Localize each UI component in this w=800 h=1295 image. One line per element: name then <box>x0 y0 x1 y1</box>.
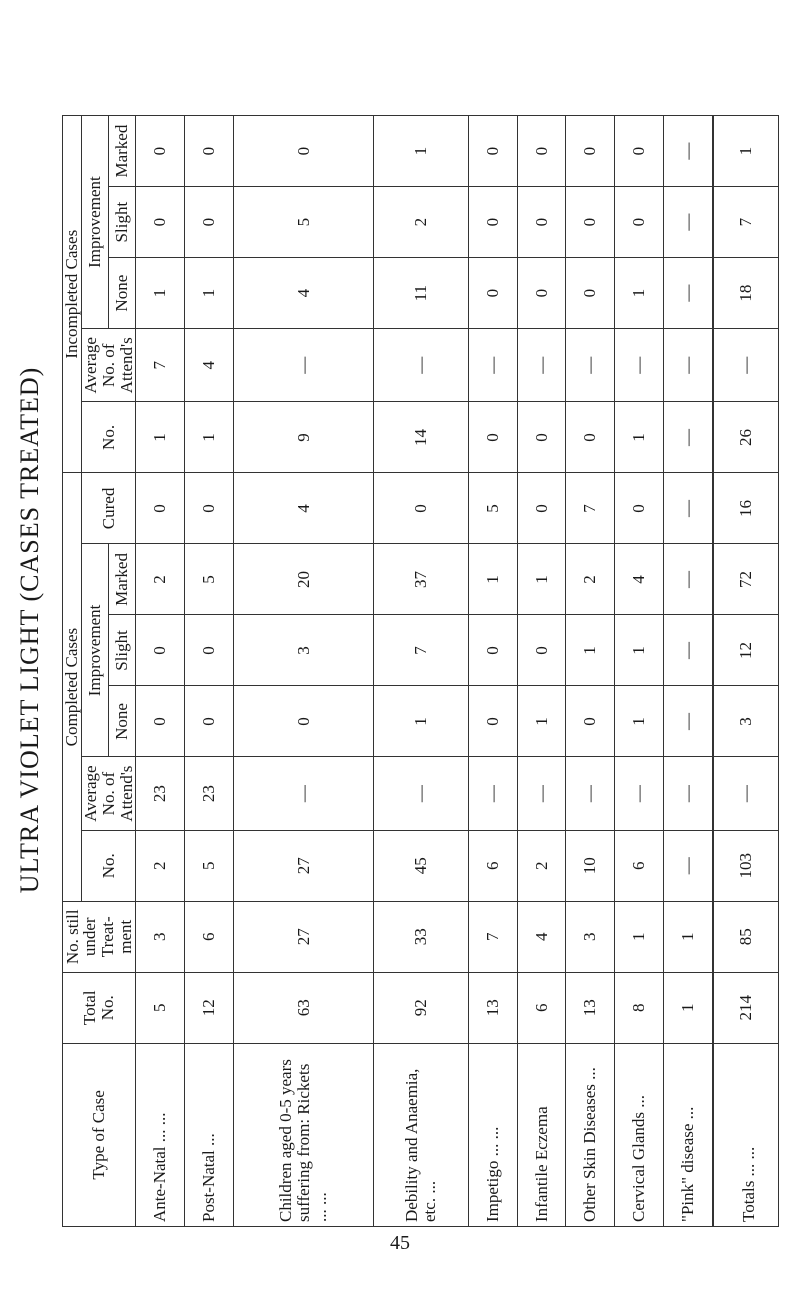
cell-c-slight: 0 <box>185 615 234 686</box>
cell-i-marked: 0 <box>233 116 374 187</box>
cell-still: 85 <box>713 901 778 972</box>
cell-c-none: 1 <box>517 686 566 757</box>
header-completed-cured: Cured <box>81 473 136 544</box>
cell-c-avg: — <box>713 757 778 830</box>
header-incomplete-none: None <box>109 258 136 329</box>
cell-c-marked: 20 <box>233 544 374 615</box>
cell-c-slight: 3 <box>233 615 374 686</box>
table-row <box>233 116 374 1227</box>
cell-i-avg: — <box>469 329 518 402</box>
cell-i-none: 0 <box>517 258 566 329</box>
cell-i-slight: 0 <box>469 187 518 258</box>
cell-i-marked: 0 <box>136 116 185 187</box>
cell-still: 1 <box>663 901 713 972</box>
cell-total: 13 <box>469 972 518 1043</box>
header-incomplete-avg: Average No. of Attend's <box>81 329 136 402</box>
cell-i-avg: 7 <box>136 329 185 402</box>
row-type: Ante-Natal ... ... <box>136 1043 185 1226</box>
cell-i-slight: — <box>663 187 713 258</box>
cell-c-marked: 2 <box>136 544 185 615</box>
cell-i-no: 9 <box>233 402 374 473</box>
cell-total: 1 <box>663 972 713 1043</box>
cell-c-no: 45 <box>374 830 469 901</box>
cell-c-avg: — <box>374 757 469 830</box>
cell-total: 92 <box>374 972 469 1043</box>
cell-c-no: 27 <box>233 830 374 901</box>
totals-row <box>713 116 778 1227</box>
cell-c-avg: — <box>566 757 615 830</box>
cell-still: 6 <box>185 901 234 972</box>
cell-c-slight: 7 <box>374 615 469 686</box>
cell-c-avg: — <box>233 757 374 830</box>
cell-i-marked: 1 <box>713 116 778 187</box>
header-type-of-case: Type of Case <box>63 1043 136 1226</box>
cell-c-marked: 1 <box>469 544 518 615</box>
cell-c-slight: 12 <box>713 615 778 686</box>
cell-still: 3 <box>566 901 615 972</box>
header-completed-marked: Marked <box>109 544 136 615</box>
cell-i-marked: 0 <box>517 116 566 187</box>
cell-i-avg: — <box>614 329 663 402</box>
cell-i-slight: 0 <box>614 187 663 258</box>
cases-table <box>62 115 779 1227</box>
cell-c-avg: — <box>469 757 518 830</box>
cell-c-none: 3 <box>713 686 778 757</box>
cell-i-no: 26 <box>713 402 778 473</box>
cell-i-slight: 0 <box>566 187 615 258</box>
cell-c-no: 2 <box>136 830 185 901</box>
cell-c-cured: 4 <box>233 473 374 544</box>
row-type: "Pink" disease ... <box>663 1043 713 1226</box>
table-row <box>517 116 566 1227</box>
cell-i-none: 18 <box>713 258 778 329</box>
header-still-under-treatment: No. still under Treat-ment <box>63 901 136 972</box>
cell-c-cured: 7 <box>566 473 615 544</box>
cell-total: 63 <box>233 972 374 1043</box>
totals-label: Totals ... ... <box>713 1043 778 1226</box>
cell-c-no: 6 <box>469 830 518 901</box>
cell-c-slight: 0 <box>136 615 185 686</box>
page-number: 45 <box>390 1232 410 1254</box>
header-incomplete-marked: Marked <box>109 116 136 187</box>
cell-total: 5 <box>136 972 185 1043</box>
cell-c-slight: 1 <box>614 615 663 686</box>
cell-c-none: 1 <box>614 686 663 757</box>
row-type: Impetigo ... ... <box>469 1043 518 1226</box>
cell-i-slight: 7 <box>713 187 778 258</box>
cell-c-slight: 1 <box>566 615 615 686</box>
cell-i-no: 0 <box>517 402 566 473</box>
cell-c-cured: 0 <box>374 473 469 544</box>
page-title: ULTRA VIOLET LIGHT (CASES TREATED) <box>15 366 44 894</box>
cell-i-avg: — <box>517 329 566 402</box>
table-row <box>136 116 185 1227</box>
header-incomplete-improvement: Improvement <box>81 116 108 329</box>
cell-c-none: 0 <box>233 686 374 757</box>
cell-still: 7 <box>469 901 518 972</box>
cell-c-no: 103 <box>713 830 778 901</box>
cell-still: 33 <box>374 901 469 972</box>
cell-i-no: 0 <box>566 402 615 473</box>
table-body <box>136 116 778 1227</box>
table-header <box>63 116 136 1227</box>
row-type: Debility and Anaemia, etc. ... <box>374 1043 469 1226</box>
cell-i-none: 11 <box>374 258 469 329</box>
cell-i-none: — <box>663 258 713 329</box>
cell-still: 4 <box>517 901 566 972</box>
cell-i-slight: 2 <box>374 187 469 258</box>
cell-c-avg: — <box>614 757 663 830</box>
table-row <box>374 116 469 1227</box>
cell-c-avg: 23 <box>136 757 185 830</box>
cell-c-avg: 23 <box>185 757 234 830</box>
table-row <box>663 116 713 1227</box>
row-type: Post-Natal ... <box>185 1043 234 1226</box>
cell-c-no: 10 <box>566 830 615 901</box>
table-row <box>566 116 615 1227</box>
cell-i-none: 0 <box>566 258 615 329</box>
cell-i-no: — <box>663 402 713 473</box>
cell-c-slight: 0 <box>469 615 518 686</box>
cell-c-marked: 5 <box>185 544 234 615</box>
cell-i-no: 0 <box>469 402 518 473</box>
cell-c-none: 1 <box>374 686 469 757</box>
cell-total: 13 <box>566 972 615 1043</box>
table-row <box>185 116 234 1227</box>
cell-c-avg: — <box>663 757 713 830</box>
cell-c-marked: 2 <box>566 544 615 615</box>
cell-c-cured: 0 <box>614 473 663 544</box>
cell-total: 6 <box>517 972 566 1043</box>
cell-still: 27 <box>233 901 374 972</box>
cell-i-avg: 4 <box>185 329 234 402</box>
cell-i-avg: — <box>233 329 374 402</box>
cell-still: 3 <box>136 901 185 972</box>
header-completed-none: None <box>109 686 136 757</box>
cell-c-no: — <box>663 830 713 901</box>
header-completed-cases: Completed Cases <box>63 473 82 901</box>
cell-i-avg: — <box>374 329 469 402</box>
cell-i-none: 1 <box>185 258 234 329</box>
cell-total: 214 <box>713 972 778 1043</box>
cell-i-avg: — <box>663 329 713 402</box>
cell-i-marked: 1 <box>374 116 469 187</box>
cell-c-cured: 16 <box>713 473 778 544</box>
cell-i-marked: 0 <box>566 116 615 187</box>
header-completed-improvement: Improvement <box>81 544 108 757</box>
cell-c-cured: 5 <box>469 473 518 544</box>
cell-i-marked: 0 <box>185 116 234 187</box>
cell-c-slight: — <box>663 615 713 686</box>
row-type: Cervical Glands ... <box>614 1043 663 1226</box>
cell-c-marked: 1 <box>517 544 566 615</box>
cell-c-avg: — <box>517 757 566 830</box>
cell-i-marked: 0 <box>614 116 663 187</box>
cell-c-none: — <box>663 686 713 757</box>
cell-c-none: 0 <box>566 686 615 757</box>
header-completed-avg: Average No. of Attend's <box>81 757 136 830</box>
cell-i-none: 1 <box>136 258 185 329</box>
header-completed-slight: Slight <box>109 615 136 686</box>
table-row <box>469 116 518 1227</box>
cell-i-no: 1 <box>185 402 234 473</box>
row-type: Other Skin Diseases ... <box>566 1043 615 1226</box>
cell-i-avg: — <box>566 329 615 402</box>
cell-c-none: 0 <box>136 686 185 757</box>
cell-total: 12 <box>185 972 234 1043</box>
row-type: Infantile Eczema <box>517 1043 566 1226</box>
header-incomplete-slight: Slight <box>109 187 136 258</box>
cell-i-no: 14 <box>374 402 469 473</box>
cell-i-none: 4 <box>233 258 374 329</box>
cell-i-marked: 0 <box>469 116 518 187</box>
header-incomplete-cases: Incompleted Cases <box>63 116 82 473</box>
cell-c-none: 0 <box>469 686 518 757</box>
cell-c-cured: 0 <box>136 473 185 544</box>
cell-i-slight: 0 <box>185 187 234 258</box>
cell-i-slight: 5 <box>233 187 374 258</box>
cell-c-marked: 37 <box>374 544 469 615</box>
cell-c-cured: 0 <box>517 473 566 544</box>
cell-i-no: 1 <box>136 402 185 473</box>
cell-c-marked: — <box>663 544 713 615</box>
cell-c-no: 5 <box>185 830 234 901</box>
rotated-table-container <box>62 115 762 1227</box>
header-completed-no: No. <box>81 830 136 901</box>
cell-i-no: 1 <box>614 402 663 473</box>
header-incomplete-no: No. <box>81 402 136 473</box>
table-row <box>614 116 663 1227</box>
cell-total: 8 <box>614 972 663 1043</box>
header-total-no: Total No. <box>63 972 136 1043</box>
cell-i-none: 0 <box>469 258 518 329</box>
cell-c-marked: 4 <box>614 544 663 615</box>
cell-c-none: 0 <box>185 686 234 757</box>
cell-c-no: 6 <box>614 830 663 901</box>
cell-still: 1 <box>614 901 663 972</box>
cell-i-marked: — <box>663 116 713 187</box>
row-type: Children aged 0-5 years suffering from: Rickets ... ... <box>233 1043 374 1226</box>
page-title-container <box>0 0 60 1295</box>
cell-i-slight: 0 <box>136 187 185 258</box>
cell-c-marked: 72 <box>713 544 778 615</box>
cell-c-cured: — <box>663 473 713 544</box>
cell-i-none: 1 <box>614 258 663 329</box>
cell-i-slight: 0 <box>517 187 566 258</box>
cell-c-cured: 0 <box>185 473 234 544</box>
cell-c-no: 2 <box>517 830 566 901</box>
cell-i-avg: — <box>713 329 778 402</box>
cell-c-slight: 0 <box>517 615 566 686</box>
